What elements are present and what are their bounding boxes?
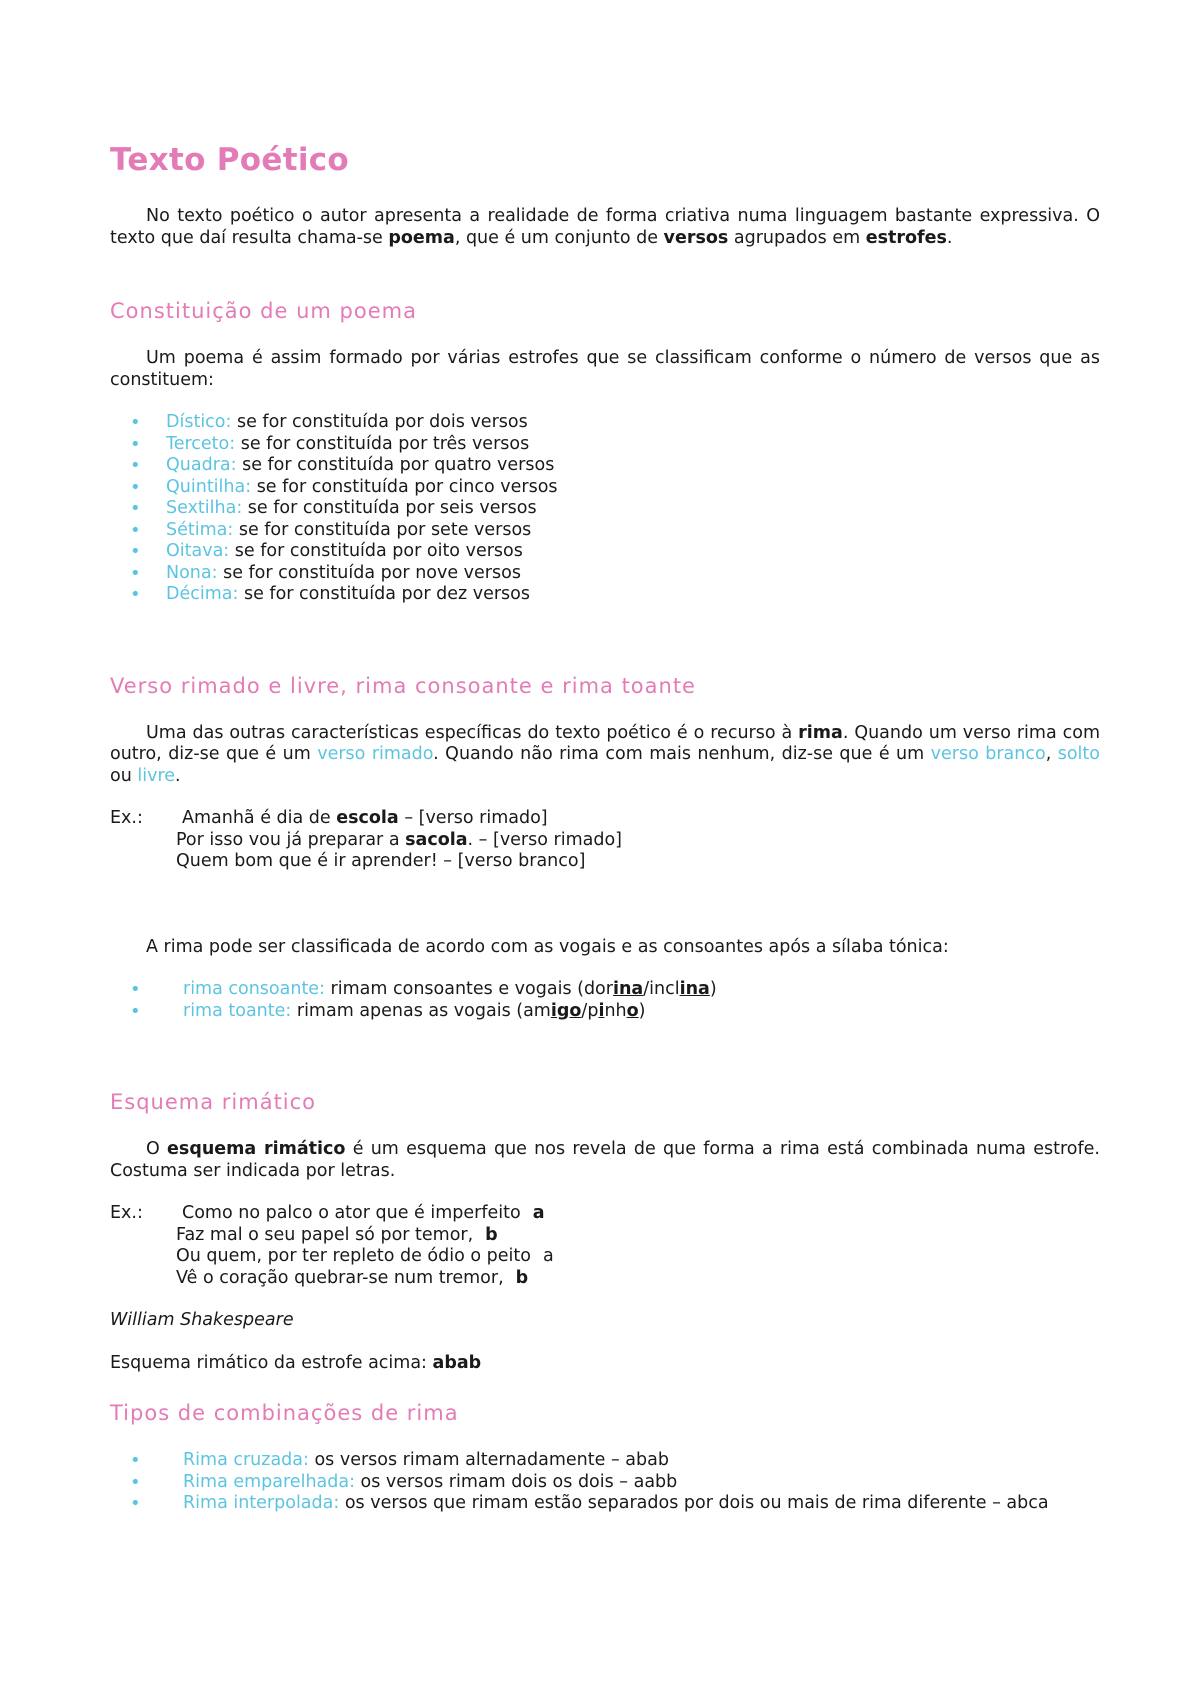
author-name: William Shakespeare <box>110 1310 294 1330</box>
list-item: • Décima: se for constituída por dez versos <box>130 584 530 605</box>
estrofes-list <box>110 412 1100 606</box>
intro-bold-versos: versos <box>663 227 729 248</box>
list-item: • Rima emparelhada: os versos rimam dois os dois – aabb <box>130 1471 678 1493</box>
rima-paragraph: Uma das outras características específicas do texto poético é o recurso à rima. Quando um verso rima com outro, diz-se que é um verso rimado. Quando não rima com mais nenhum, diz-se que é um verso branco, solto ou livre. <box>110 722 1100 786</box>
example-label: Ex.: <box>110 808 143 828</box>
list-item: • Quintilha: se for constituída por cinco versos <box>130 476 558 498</box>
intro-text: , que é um conjunto de <box>454 227 664 248</box>
example-esquema <box>110 1203 1100 1289</box>
bullet-icon: • <box>130 1493 141 1514</box>
bullet-icon: • <box>130 584 141 605</box>
list-item: • Rima interpolada: os versos que rimam estão separados por dois ou mais de rima diferente – abca <box>130 1493 1049 1514</box>
verse-line: Vê o coração quebrar-se num tremor, b <box>176 1268 1100 1290</box>
bullet-icon: • <box>130 455 141 476</box>
verse-line: Faz mal o seu papel só por temor, b <box>176 1225 1100 1247</box>
example-lines <box>176 808 1100 873</box>
scheme-letter: b <box>485 1224 498 1245</box>
page-title: Texto Poético <box>110 142 350 178</box>
example-lines <box>176 1203 1100 1289</box>
scheme-letter: b <box>515 1267 529 1288</box>
scheme-letter: a <box>542 1246 554 1266</box>
list-item: • Rima cruzada: os versos rimam alternadamente – abab <box>130 1450 669 1471</box>
section-heading-esquema: Esquema rimático <box>110 1090 317 1114</box>
bullet-icon: • <box>130 519 141 541</box>
intro-text: . <box>946 227 953 248</box>
constituicao-paragraph: Um poema é assim formado por várias estrofes que se classificam conforme o número de versos que as constituem: <box>110 348 1100 390</box>
bullet-icon: • <box>130 498 141 519</box>
section-heading-tipos: Tipos de combinações de rima <box>110 1401 459 1425</box>
bullet-icon: • <box>130 476 141 498</box>
esquema-paragraph: O esquema rimático é um esquema que nos revela de que forma a rima está combinada numa estrofe. Costuma ser indicada por letras. <box>110 1139 1100 1181</box>
document-content <box>110 140 1100 1515</box>
rima-types-list <box>110 979 1100 1022</box>
intro-bold-poema: poema <box>388 227 455 248</box>
list-item: • Terceto: se for constituída por três versos <box>130 433 530 455</box>
list-item: • Dístico: se for constituída por dois versos <box>130 412 528 433</box>
intro-text: agrupados em <box>728 227 866 248</box>
list-item: • rima consoante: rimam consoantes e vogais (dorina/inclina) <box>130 979 717 1000</box>
bullet-icon: • <box>130 979 141 1000</box>
verse-line: Como no palco o ator que é imperfeito a <box>182 1203 1100 1225</box>
section-heading-verso-rimado: Verso rimado e livre, rima consoante e rima toante <box>110 673 696 698</box>
list-item: • Sextilha: se for constituída por seis versos <box>130 498 537 519</box>
scheme-letter: a <box>532 1203 545 1223</box>
intro-bold-estrofes: estrofes <box>865 227 947 248</box>
example-label: Ex.: <box>110 1203 143 1223</box>
bullet-icon: • <box>130 1450 141 1471</box>
section-heading-constituicao: Constituição de um poema <box>110 299 417 323</box>
bullet-icon: • <box>130 433 141 455</box>
list-item: • Sétima: se for constituída por sete versos <box>130 519 532 541</box>
classificacao-paragraph: A rima pode ser classificada de acordo com as vogais e as consoantes após a sílaba tónica: <box>146 936 949 957</box>
esquema-summary: Esquema rimático da estrofe acima: abab <box>110 1352 482 1373</box>
bullet-icon: • <box>130 412 141 433</box>
bullet-icon: • <box>130 562 141 584</box>
example-verso-rimado <box>110 808 1100 873</box>
list-item: • rima toante: rimam apenas as vogais (amigo/pinho) <box>130 1000 646 1022</box>
intro-paragraph <box>110 206 1100 249</box>
bullet-icon: • <box>130 1471 141 1493</box>
combinacoes-list <box>110 1450 1100 1515</box>
bullet-icon: • <box>130 1000 141 1022</box>
list-item: • Oitava: se for constituída por oito versos <box>130 541 523 562</box>
example-line: Por isso vou já preparar a sacola. – [verso rimado] <box>176 829 622 850</box>
list-item: • Nona: se for constituída por nove versos <box>130 562 521 584</box>
list-item: • Quadra: se for constituída por quatro versos <box>130 455 555 476</box>
intro-text: No texto poético o autor apresenta a realidade de forma criativa numa linguagem bastante expressiva. O texto que daí resulta chama-se <box>110 206 1100 248</box>
example-line: Amanhã é dia de escola – [verso rimado] <box>182 808 548 828</box>
verse-line: Ou quem, por ter repleto de ódio o peito a <box>176 1246 1100 1268</box>
example-line: Quem bom que é ir aprender! – [verso branco] <box>176 851 586 871</box>
bullet-icon: • <box>130 541 141 562</box>
